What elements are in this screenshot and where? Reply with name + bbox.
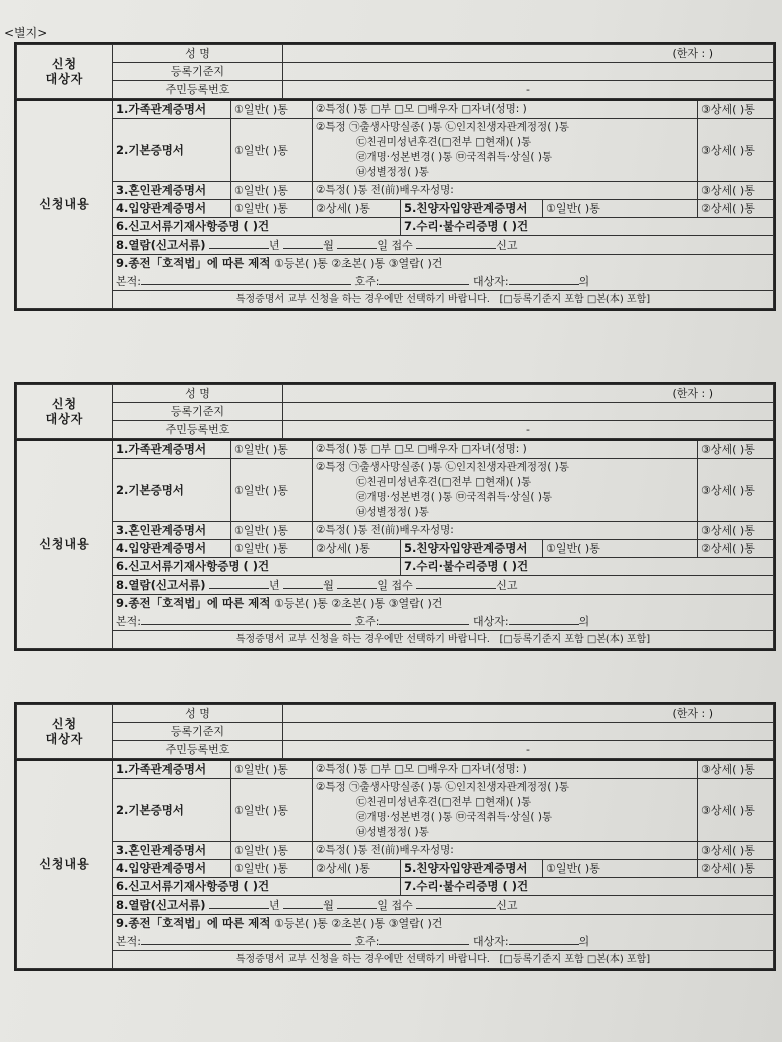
applicant-section-label: 신청 대상자 [17, 705, 113, 759]
basic-cert-general[interactable]: ①일반( )통 [231, 779, 313, 842]
removed-register-options: ①등본( )통 ②초본( )통 ③열람( )건 [273, 257, 443, 270]
inspection-month: 월 [323, 899, 334, 912]
family-cert-label: 1.가족관계증명서 [113, 440, 231, 459]
removed-register-label: 9.종전「호적법」에 따른 제적 [116, 916, 271, 930]
rrn-label: 주민등록번호 [113, 421, 283, 439]
registry-label: 등록기준지 [113, 403, 283, 421]
basic-cert-special[interactable] [313, 779, 698, 842]
origin-label: 본적: [116, 615, 141, 628]
inspection-day: 일 접수 [377, 899, 413, 912]
report-content-cert[interactable]: 6.신고서류기재사항증명 ( )건 [113, 558, 401, 576]
note-options[interactable]: [□등록기준지 포함 □본(本) 포함] [499, 294, 651, 305]
name-field[interactable] [283, 705, 774, 723]
marriage-cert-detail[interactable]: ③상세( )통 [698, 182, 774, 200]
adoption-cert-detail[interactable]: ②상세( )통 [313, 200, 401, 218]
full-adoption-cert-detail[interactable]: ②상세( )통 [698, 540, 774, 558]
attachment-tag: <별지> [4, 26, 48, 40]
removed-register-options: ①등본( )통 ②초본( )통 ③열람( )건 [273, 597, 443, 610]
inspection-report: 신고 [496, 579, 518, 592]
application-block-3 [14, 702, 776, 971]
inspection-day: 일 접수 [377, 239, 413, 252]
adoption-cert-label: 4.입양관계증명서 [113, 540, 231, 558]
request-table [16, 759, 774, 969]
hanja-label: (한자 : ) [672, 387, 713, 400]
marriage-cert-detail[interactable]: ③상세( )통 [698, 522, 774, 540]
inspection-year: 년 [269, 579, 280, 592]
name-field[interactable] [283, 385, 774, 403]
full-adoption-cert-general[interactable]: ①일반( )통 [543, 200, 698, 218]
note-row [113, 631, 774, 649]
full-adoption-cert-label: 5.친양자입양관계증명서 [401, 540, 543, 558]
adoption-cert-general[interactable]: ①일반( )통 [231, 200, 313, 218]
basic-special-line-2: ㉢친권미성년후견(□전부 □현재)( )통 [356, 476, 532, 488]
family-cert-label: 1.가족관계증명서 [113, 760, 231, 779]
basic-special-line-1: ②특정 ㉠출생사망실종( )통 ㉡인지친생자관계정정( )통 [316, 781, 569, 793]
basic-cert-general[interactable]: ①일반( )통 [231, 459, 313, 522]
inspection-label: 8.열람(신고서류) [116, 578, 206, 592]
ui-label: 의 [578, 275, 590, 288]
basic-special-line-2: ㉢친권미성년후견(□전부 □현재)( )통 [356, 796, 532, 808]
origin-label: 본적: [116, 935, 141, 948]
basic-cert-detail[interactable]: ③상세( )통 [698, 119, 774, 182]
request-table [16, 439, 774, 649]
basic-special-line-3: ㉣개명·성본변경( )통 ㉤국적취득·상실( )통 [356, 151, 553, 163]
acceptance-cert[interactable]: 7.수리·불수리증명 ( )건 [401, 878, 774, 896]
application-block-2 [14, 382, 776, 651]
rrn-dash: - [526, 423, 530, 436]
application-block-1 [14, 42, 776, 311]
note-options[interactable]: [□등록기준지 포함 □본(本) 포함] [499, 634, 651, 645]
removed-register-fields[interactable] [113, 272, 774, 291]
note-row [113, 291, 774, 309]
head-label: 호주: [354, 275, 380, 288]
family-cert-general[interactable]: ①일반( )통 [231, 440, 313, 459]
removed-register-row[interactable] [113, 915, 774, 933]
applicant-table [16, 384, 774, 439]
basic-cert-label: 2.기본증명서 [113, 779, 231, 842]
name-field[interactable] [283, 45, 774, 63]
acceptance-cert[interactable]: 7.수리·불수리증명 ( )건 [401, 218, 774, 236]
inspection-day: 일 접수 [377, 579, 413, 592]
adoption-cert-general[interactable]: ①일반( )통 [231, 860, 313, 878]
family-cert-detail[interactable]: ③상세( )통 [698, 440, 774, 459]
inspection-label: 8.열람(신고서류) [116, 898, 206, 912]
marriage-cert-general[interactable]: ①일반( )통 [231, 182, 313, 200]
basic-special-line-2: ㉢친권미성년후견(□전부 □현재)( )통 [356, 136, 532, 148]
applicant-section-label: 신청 대상자 [17, 45, 113, 99]
family-cert-detail[interactable]: ③상세( )통 [698, 100, 774, 119]
family-cert-label: 1.가족관계증명서 [113, 100, 231, 119]
basic-cert-detail[interactable]: ③상세( )통 [698, 779, 774, 842]
note-text: 특정증명서 교부 신청을 하는 경우에만 선택하기 바랍니다. [235, 294, 490, 305]
registry-field[interactable] [283, 723, 774, 741]
marriage-cert-label: 3.혼인관계증명서 [113, 522, 231, 540]
basic-cert-detail[interactable]: ③상세( )통 [698, 459, 774, 522]
basic-cert-special[interactable] [313, 459, 698, 522]
adoption-cert-detail[interactable]: ②상세( )통 [313, 540, 401, 558]
inspection-label: 8.열람(신고서류) [116, 238, 206, 252]
target-label: 대상자: [472, 275, 509, 288]
marriage-cert-special[interactable]: ②특정( )통 전(前)배우자성명: [313, 522, 698, 540]
rrn-field[interactable] [283, 741, 774, 759]
registry-label: 등록기준지 [113, 723, 283, 741]
note-options[interactable]: [□등록기준지 포함 □본(本) 포함] [499, 954, 651, 965]
basic-special-line-3: ㉣개명·성본변경( )통 ㉤국적취득·상실( )통 [356, 491, 553, 503]
inspection-year: 년 [269, 239, 280, 252]
request-section-label: 신청내용 [17, 440, 113, 649]
applicant-table [16, 44, 774, 99]
removed-register-row[interactable] [113, 255, 774, 273]
basic-special-line-4: ㉥성별정정( )통 [356, 506, 429, 518]
ui-label: 의 [578, 615, 590, 628]
full-adoption-cert-detail[interactable]: ②상세( )통 [698, 860, 774, 878]
inspection-year: 년 [269, 899, 280, 912]
adoption-cert-general[interactable]: ①일반( )통 [231, 540, 313, 558]
inspection-month: 월 [323, 239, 334, 252]
name-label: 성 명 [113, 45, 283, 63]
marriage-cert-label: 3.혼인관계증명서 [113, 182, 231, 200]
family-cert-detail[interactable]: ③상세( )통 [698, 760, 774, 779]
target-label: 대상자: [472, 615, 509, 628]
inspection-row[interactable] [113, 236, 774, 255]
full-adoption-cert-general[interactable]: ①일반( )통 [543, 860, 698, 878]
applicant-section-label: 신청 대상자 [17, 385, 113, 439]
family-cert-general[interactable]: ①일반( )통 [231, 760, 313, 779]
basic-cert-label: 2.기본증명서 [113, 459, 231, 522]
full-adoption-cert-label: 5.친양자입양관계증명서 [401, 860, 543, 878]
marriage-cert-special[interactable]: ②특정( )통 전(前)배우자성명: [313, 182, 698, 200]
request-table [16, 99, 774, 309]
adoption-cert-label: 4.입양관계증명서 [113, 200, 231, 218]
inspection-report: 신고 [496, 899, 518, 912]
request-section-label: 신청내용 [17, 100, 113, 309]
note-row [113, 951, 774, 969]
rrn-dash: - [526, 83, 530, 96]
request-section-label: 신청내용 [17, 760, 113, 969]
acceptance-cert[interactable]: 7.수리·불수리증명 ( )건 [401, 558, 774, 576]
removed-register-row[interactable] [113, 595, 774, 613]
inspection-month: 월 [323, 579, 334, 592]
name-label: 성 명 [113, 705, 283, 723]
rrn-field[interactable] [283, 81, 774, 99]
rrn-field[interactable] [283, 421, 774, 439]
basic-special-line-4: ㉥성별정정( )통 [356, 166, 429, 178]
basic-cert-label: 2.기본증명서 [113, 119, 231, 182]
target-label: 대상자: [472, 935, 509, 948]
basic-special-line-3: ㉣개명·성본변경( )통 ㉤국적취득·상실( )통 [356, 811, 553, 823]
adoption-cert-detail[interactable]: ②상세( )통 [313, 860, 401, 878]
report-content-cert[interactable]: 6.신고서류기재사항증명 ( )건 [113, 218, 401, 236]
adoption-cert-label: 4.입양관계증명서 [113, 860, 231, 878]
hanja-label: (한자 : ) [672, 47, 713, 60]
marriage-cert-label: 3.혼인관계증명서 [113, 842, 231, 860]
basic-special-line-4: ㉥성별정정( )통 [356, 826, 429, 838]
inspection-report: 신고 [496, 239, 518, 252]
head-label: 호주: [354, 935, 380, 948]
family-cert-general[interactable]: ①일반( )통 [231, 100, 313, 119]
removed-register-label: 9.종전「호적법」에 따른 제적 [116, 596, 271, 610]
removed-register-label: 9.종전「호적법」에 따른 제적 [116, 256, 271, 270]
report-content-cert[interactable]: 6.신고서류기재사항증명 ( )건 [113, 878, 401, 896]
marriage-cert-general[interactable]: ①일반( )통 [231, 522, 313, 540]
basic-special-line-1: ②특정 ㉠출생사망실종( )통 ㉡인지친생자관계정정( )통 [316, 121, 569, 133]
registry-label: 등록기준지 [113, 63, 283, 81]
rrn-label: 주민등록번호 [113, 81, 283, 99]
registry-field[interactable] [283, 63, 774, 81]
marriage-cert-detail[interactable]: ③상세( )통 [698, 842, 774, 860]
inspection-row[interactable] [113, 576, 774, 595]
name-label: 성 명 [113, 385, 283, 403]
full-adoption-cert-general[interactable]: ①일반( )통 [543, 540, 698, 558]
basic-special-line-1: ②특정 ㉠출생사망실종( )통 ㉡인지친생자관계정정( )통 [316, 461, 569, 473]
applicant-table [16, 704, 774, 759]
inspection-row[interactable] [113, 896, 774, 915]
hanja-label: (한자 : ) [672, 707, 713, 720]
removed-register-fields[interactable] [113, 612, 774, 631]
removed-register-fields[interactable] [113, 932, 774, 951]
family-cert-special[interactable]: ②특정( )통 □부 □모 □배우자 □자녀(성명: ) [313, 440, 698, 459]
removed-register-options: ①등본( )통 ②초본( )통 ③열람( )건 [273, 917, 443, 930]
note-text: 특정증명서 교부 신청을 하는 경우에만 선택하기 바랍니다. [235, 954, 490, 965]
rrn-label: 주민등록번호 [113, 741, 283, 759]
family-cert-special[interactable]: ②특정( )통 □부 □모 □배우자 □자녀(성명: ) [313, 100, 698, 119]
note-text: 특정증명서 교부 신청을 하는 경우에만 선택하기 바랍니다. [235, 634, 490, 645]
rrn-dash: - [526, 743, 530, 756]
registry-field[interactable] [283, 403, 774, 421]
basic-cert-general[interactable]: ①일반( )통 [231, 119, 313, 182]
basic-cert-special[interactable] [313, 119, 698, 182]
full-adoption-cert-label: 5.친양자입양관계증명서 [401, 200, 543, 218]
head-label: 호주: [354, 615, 380, 628]
family-cert-special[interactable]: ②특정( )통 □부 □모 □배우자 □자녀(성명: ) [313, 760, 698, 779]
marriage-cert-general[interactable]: ①일반( )통 [231, 842, 313, 860]
origin-label: 본적: [116, 275, 141, 288]
marriage-cert-special[interactable]: ②특정( )통 전(前)배우자성명: [313, 842, 698, 860]
ui-label: 의 [578, 935, 590, 948]
full-adoption-cert-detail[interactable]: ②상세( )통 [698, 200, 774, 218]
